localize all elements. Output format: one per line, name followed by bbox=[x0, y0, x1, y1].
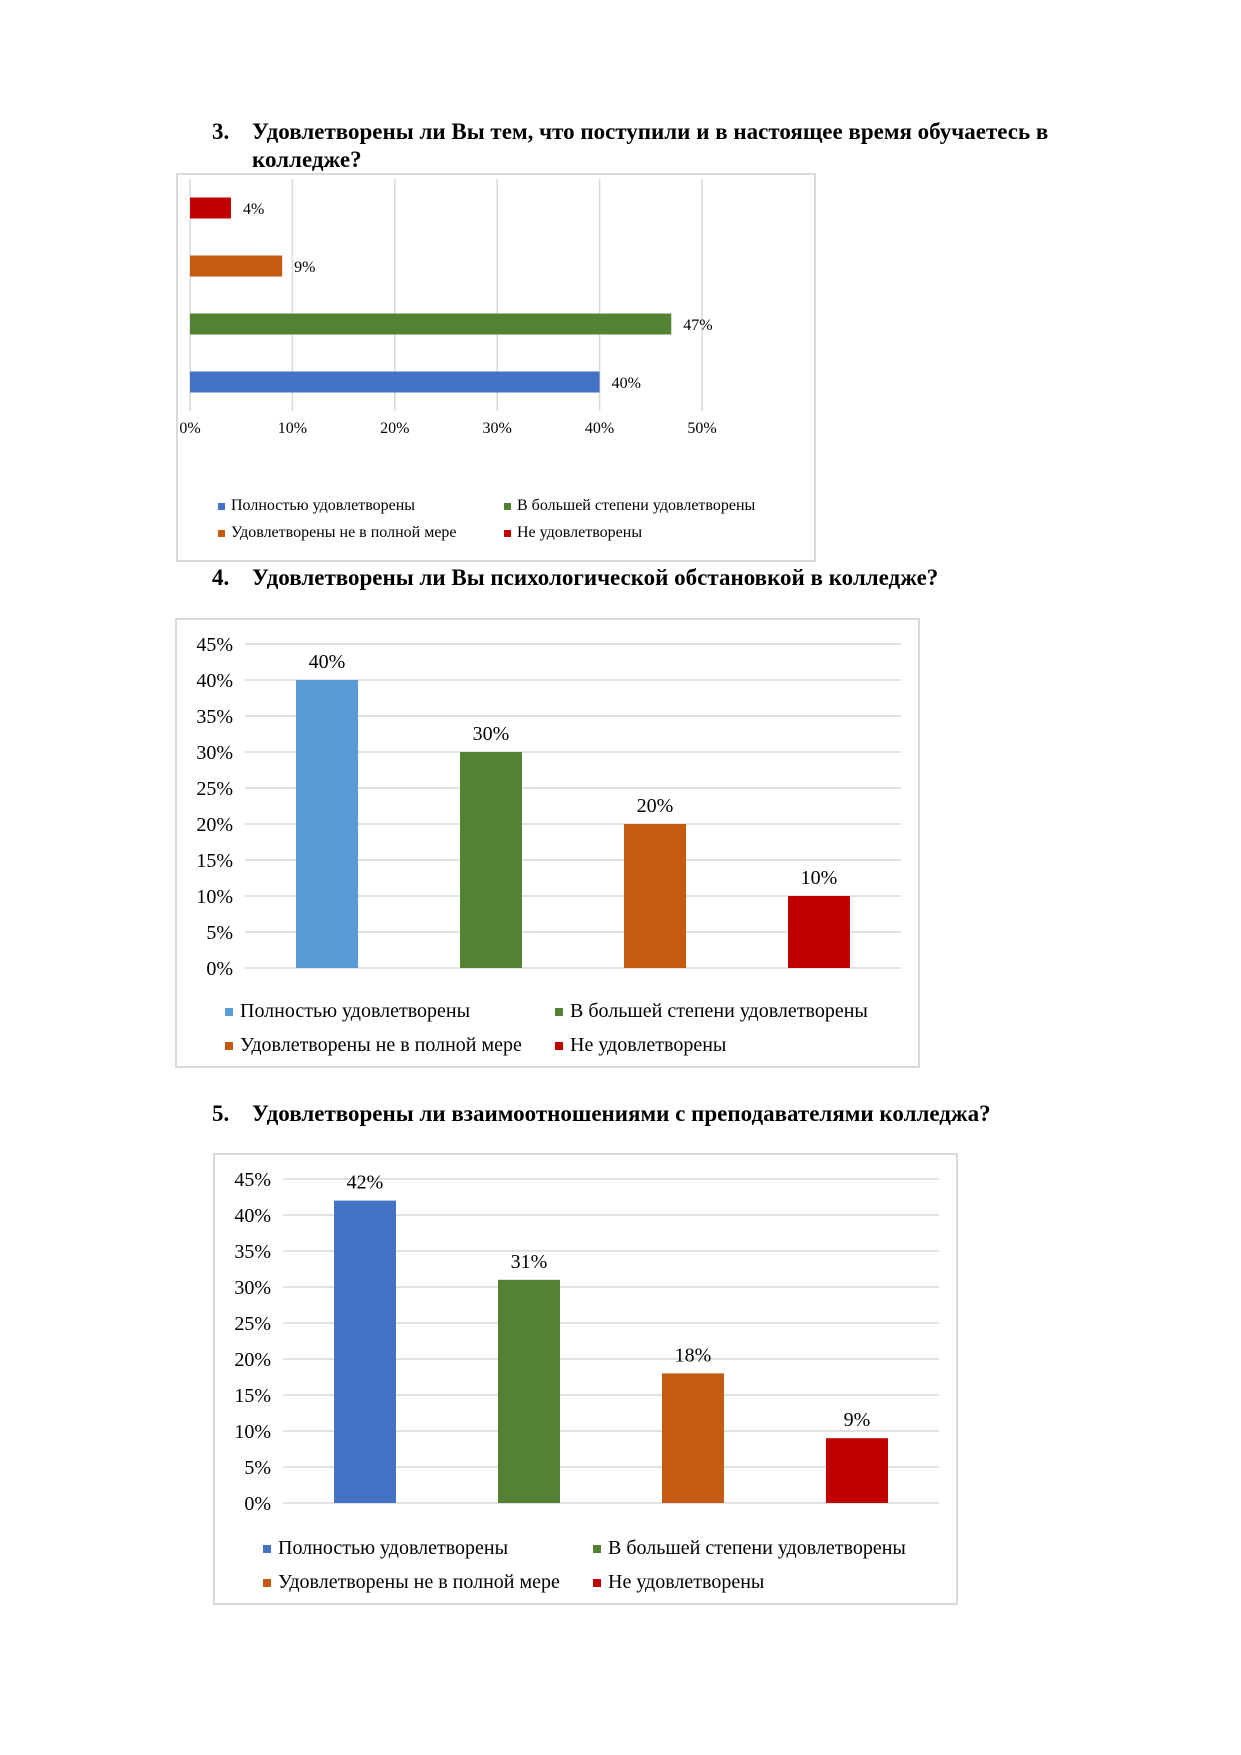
question-text: Удовлетворены ли взаимоотношениями с преподавателями колледжа? bbox=[252, 1101, 991, 1126]
legend-label: Удовлетворены не в полной мере bbox=[231, 524, 457, 541]
y-tick-label: 20% bbox=[196, 814, 233, 836]
data-label: 40% bbox=[611, 375, 641, 392]
y-tick-label: 45% bbox=[196, 634, 233, 656]
data-label: 47% bbox=[683, 317, 713, 334]
y-tick-label: 10% bbox=[196, 886, 233, 908]
y-tick-label: 0% bbox=[244, 1493, 271, 1515]
legend-label: Удовлетворены не в полной мере bbox=[278, 1571, 560, 1593]
x-tick-label: 0% bbox=[179, 420, 201, 437]
bar bbox=[190, 314, 671, 335]
y-tick-label: 0% bbox=[206, 958, 233, 980]
y-tick-label: 5% bbox=[244, 1457, 271, 1479]
bar bbox=[826, 1438, 888, 1503]
legend-swatch bbox=[555, 1042, 563, 1050]
y-tick-label: 40% bbox=[234, 1205, 271, 1227]
bar bbox=[334, 1201, 396, 1503]
legend-label: Не удовлетворены bbox=[570, 1034, 727, 1056]
question-4-heading bbox=[212, 564, 1142, 592]
data-label: 30% bbox=[472, 723, 510, 745]
bar bbox=[460, 752, 522, 968]
legend-swatch bbox=[555, 1008, 563, 1016]
legend-swatch bbox=[593, 1545, 601, 1553]
legend-label: В большей степени удовлетворены bbox=[608, 1537, 906, 1559]
legend-swatch bbox=[504, 503, 511, 510]
data-label: 40% bbox=[308, 651, 346, 673]
x-tick-label: 10% bbox=[277, 420, 308, 437]
chart-q5-legend bbox=[263, 1537, 923, 1594]
bar bbox=[190, 256, 282, 277]
y-tick-label: 15% bbox=[234, 1385, 271, 1407]
y-tick-label: 10% bbox=[234, 1421, 271, 1443]
y-tick-label: 35% bbox=[196, 706, 233, 728]
bar bbox=[296, 680, 358, 968]
legend-item-not-satisfied bbox=[504, 524, 804, 542]
legend-item-mostly-satisfied bbox=[504, 497, 804, 515]
bar bbox=[498, 1280, 560, 1503]
legend-label: Не удовлетворены bbox=[517, 524, 643, 541]
legend-swatch bbox=[218, 530, 225, 537]
legend-swatch bbox=[218, 503, 225, 510]
bar bbox=[788, 896, 850, 968]
legend-swatch bbox=[225, 1042, 233, 1050]
x-tick-label: 50% bbox=[687, 420, 717, 437]
legend-item-fully-satisfied bbox=[263, 1537, 593, 1560]
data-label: 20% bbox=[636, 795, 674, 817]
chart-q5-vertical-bar bbox=[213, 1153, 958, 1605]
y-tick-label: 40% bbox=[196, 670, 233, 692]
legend-swatch bbox=[263, 1545, 271, 1553]
legend-item-not-satisfied bbox=[593, 1571, 923, 1594]
question-5-heading bbox=[212, 1100, 1142, 1128]
legend-label: Не удовлетворены bbox=[608, 1571, 765, 1593]
legend-item-not-satisfied bbox=[555, 1034, 885, 1057]
legend-label: Удовлетворены не в полной мере bbox=[240, 1034, 522, 1056]
legend-swatch bbox=[263, 1579, 271, 1587]
legend-swatch bbox=[225, 1008, 233, 1016]
y-tick-label: 20% bbox=[234, 1349, 271, 1371]
x-tick-label: 20% bbox=[380, 420, 410, 437]
question-3-heading bbox=[212, 118, 1142, 174]
y-tick-label: 35% bbox=[234, 1241, 271, 1263]
y-tick-label: 15% bbox=[196, 850, 233, 872]
data-label: 31% bbox=[510, 1250, 548, 1273]
legend-item-mostly-satisfied bbox=[593, 1537, 923, 1560]
question-number: 5. bbox=[212, 1101, 230, 1126]
question-number: 4. bbox=[212, 565, 230, 590]
legend-item-partially-satisfied bbox=[263, 1571, 593, 1594]
y-tick-label: 25% bbox=[234, 1313, 271, 1335]
chart-q3-horizontal-bar bbox=[176, 173, 816, 562]
chart-q4-legend bbox=[225, 1000, 885, 1057]
legend-label: Полностью удовлетворены bbox=[278, 1537, 509, 1559]
question-text: Удовлетворены ли Вы тем, что поступили и в настоящее время обучаетесь в колледже? bbox=[252, 119, 1049, 172]
legend-label: Полностью удовлетворены bbox=[231, 497, 416, 514]
bar bbox=[190, 372, 600, 393]
bar bbox=[624, 824, 686, 968]
y-tick-label: 5% bbox=[206, 922, 233, 944]
legend-label: В большей степени удовлетворены bbox=[570, 1000, 868, 1022]
x-tick-label: 40% bbox=[584, 420, 615, 437]
legend-item-partially-satisfied bbox=[225, 1034, 555, 1057]
legend-label: В большей степени удовлетворены bbox=[517, 497, 756, 514]
data-label: 9% bbox=[294, 259, 316, 276]
y-tick-label: 30% bbox=[234, 1277, 271, 1299]
legend-item-fully-satisfied bbox=[218, 497, 504, 515]
question-text: Удовлетворены ли Вы психологической обстановкой в колледже? bbox=[252, 565, 939, 590]
data-label: 9% bbox=[843, 1409, 871, 1432]
data-label: 10% bbox=[800, 867, 838, 889]
question-number: 3. bbox=[212, 119, 230, 144]
data-label: 4% bbox=[242, 201, 265, 218]
x-tick-label: 30% bbox=[482, 420, 512, 437]
chart-q4-vertical-bar bbox=[175, 618, 920, 1068]
legend-item-partially-satisfied bbox=[218, 524, 504, 542]
data-label: 18% bbox=[674, 1344, 712, 1367]
bar bbox=[190, 198, 231, 219]
legend-label: Полностью удовлетворены bbox=[240, 1000, 471, 1022]
legend-item-mostly-satisfied bbox=[555, 1000, 885, 1023]
chart-q3-legend bbox=[218, 497, 804, 542]
y-tick-label: 45% bbox=[234, 1169, 271, 1191]
legend-swatch bbox=[504, 530, 511, 537]
data-label: 42% bbox=[346, 1171, 384, 1194]
legend-swatch bbox=[593, 1579, 601, 1587]
y-tick-label: 25% bbox=[196, 778, 233, 800]
legend-item-fully-satisfied bbox=[225, 1000, 555, 1023]
y-tick-label: 30% bbox=[196, 742, 233, 764]
bar bbox=[662, 1373, 724, 1503]
